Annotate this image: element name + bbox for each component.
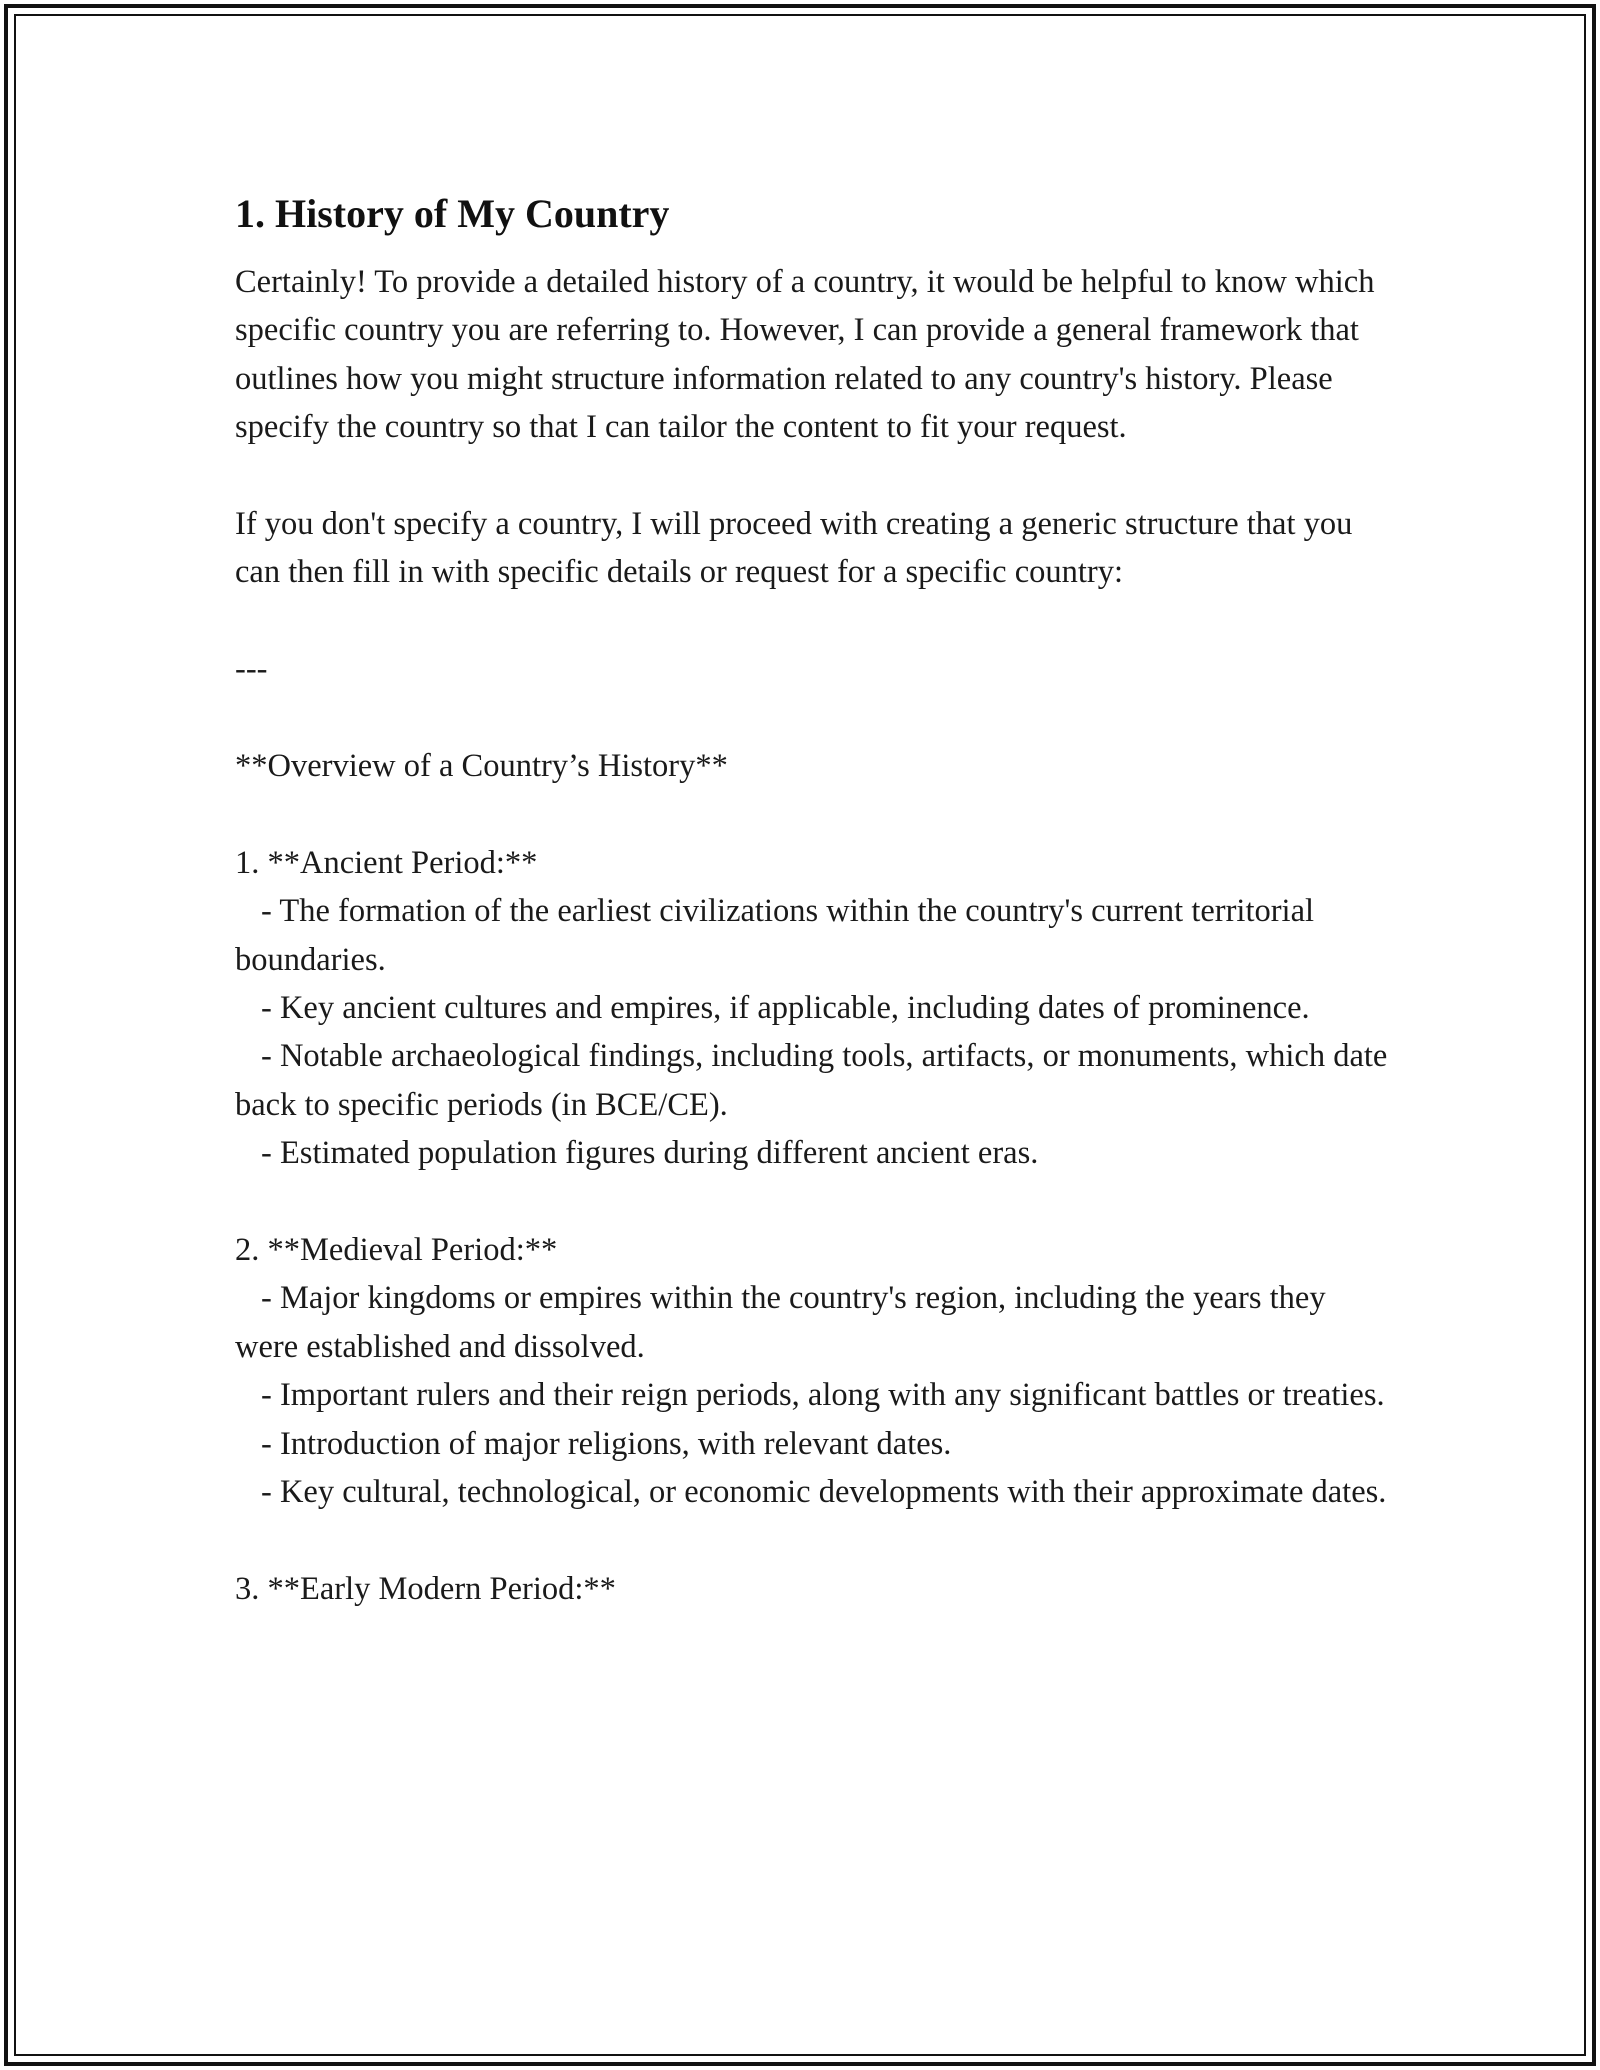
separator: --- — [235, 651, 268, 688]
spacer — [235, 1516, 1395, 1564]
section-ancient — [235, 839, 1395, 1178]
document-body — [235, 184, 1395, 1613]
intro-paragraph-1: Certainly! To provide a detailed history of a country, it would be helpful to know which specific country you are referring to. However, I can provide a general framework that outlines how you might structure information related to any country's history. Please specify the country so that I can tailor the content to fit your request. — [235, 264, 1383, 446]
spacer — [235, 694, 1395, 742]
section-heading: 1. **Ancient Period:** — [235, 844, 538, 881]
list-item: - Introduction of major religions, with relevant dates. — [261, 1425, 952, 1462]
overview-heading: **Overview of a Country’s History** — [235, 748, 728, 785]
list-item: - Key cultural, technological, or economic developments with their approximate dates. — [261, 1474, 1387, 1511]
section-medieval — [235, 1226, 1395, 1516]
intro-paragraph-2: If you don't specify a country, I will proceed with creating a generic structure that you can then fill in with specific details or request for a specific country: — [235, 506, 1361, 591]
spacer — [235, 597, 1395, 645]
list-item: - Notable archaeological findings, including tools, artifacts, or monuments, which date back to specific periods (in BCE/CE). — [235, 1038, 1396, 1123]
list-item: - Estimated population figures during different ancient eras. — [261, 1135, 1039, 1172]
spacer — [235, 1178, 1395, 1226]
list-item: - Important rulers and their reign periods, along with any significant battles or treaties. — [261, 1377, 1385, 1414]
section-heading: 2. **Medieval Period:** — [235, 1232, 558, 1269]
list-item: - The formation of the earliest civilizations within the country's current territorial boundaries. — [235, 893, 1323, 978]
document-title: 1. History of My Country — [235, 191, 670, 236]
section-heading: 3. **Early Modern Period:** — [235, 1570, 616, 1607]
section-early-modern — [235, 1565, 1395, 1613]
spacer — [235, 452, 1395, 500]
list-item: - Key ancient cultures and empires, if applicable, including dates of prominence. — [261, 990, 1310, 1027]
list-item: - Major kingdoms or empires within the country's region, including the years they were established and dissolved. — [235, 1280, 1334, 1365]
spacer — [235, 790, 1395, 838]
